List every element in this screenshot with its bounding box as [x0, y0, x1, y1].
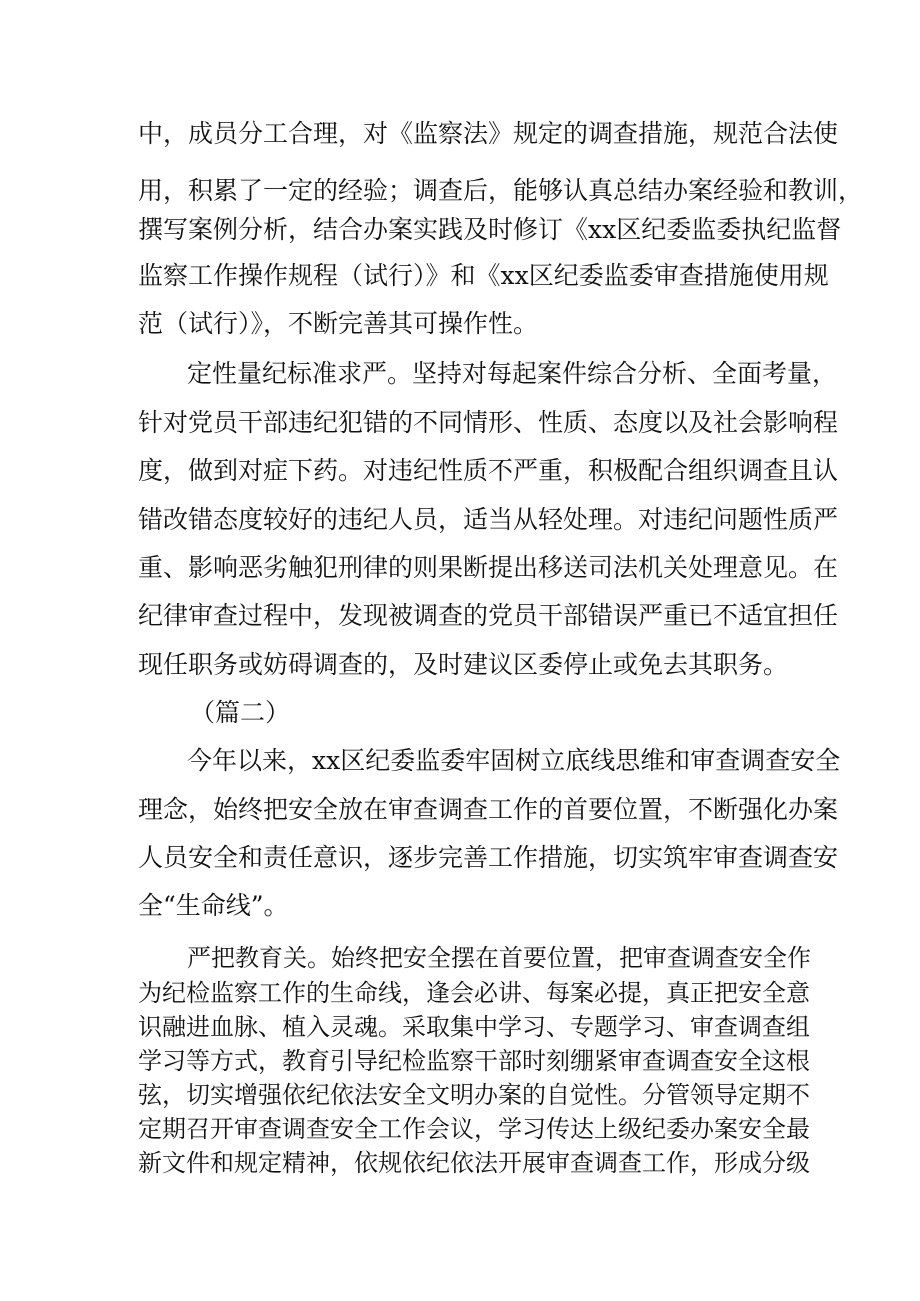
text-line: 为纪检监察工作的生命线，逢会必讲、每案必提，真正把安全意 [138, 979, 810, 1007]
text-line: 弦，切实增强依纪依法安全文明办案的自觉性。分管领导定期不 [138, 1081, 810, 1109]
text-line: 中，成员分工合理，对《监察法》规定的调查措施，规范合法使 [138, 119, 839, 148]
text-line: 定性量纪标准求严。坚持对每起案件综合分析、全面考量， [187, 359, 838, 388]
text-line: 识融进血脉、植入灵魂。采取集中学习、专题学习、审查调查组 [138, 1013, 810, 1041]
text-line: 今年以来，xx区纪委监委牢固树立底线思维和审查调查安全 [187, 746, 841, 775]
text-line: 监察工作操作规程（试行）》和《xx区纪委监委审查措施使用规 [138, 261, 829, 290]
text-line: 现任职务或妨碍调查的，及时建议区委停止或免去其职务。 [138, 650, 789, 679]
text-line: 人员安全和责任意识，逐步完善工作措施，切实筑牢审查调查安 [138, 843, 839, 872]
text-line: 重、影响恶劣触犯刑律的则果断提出移送司法机关处理意见。在 [138, 553, 839, 582]
section-heading: （篇二） [190, 698, 291, 727]
text-line: 错改错态度较好的违纪人员，适当从轻处理。对违纪问题性质严 [138, 505, 839, 534]
text-line: 用，积累了一定的经验；调查后，能够认真总结办案经验和教训， [138, 176, 864, 205]
text-line: 定期召开审查调查安全工作会议，学习传达上级纪委办案安全最 [138, 1115, 810, 1143]
text-line: 全“生命线”。 [138, 891, 289, 920]
text-line: 度，做到对症下药。对违纪性质不严重，积极配合组织调查且认 [138, 456, 839, 485]
text-line: 理念，始终把安全放在审查调查工作的首要位置，不断强化办案 [138, 795, 839, 824]
text-line: 范（试行）》，不断完善其可操作性。 [138, 309, 539, 338]
text-line: 新文件和规定精神，依规依纪依法开展审查调查工作，形成分级 [138, 1149, 810, 1177]
text-line: 纪律审查过程中，发现被调查的党员干部错误严重已不适宜担任 [138, 601, 839, 630]
text-line: 学习等方式，教育引导纪检监察干部时刻绷紧审查调查安全这根 [138, 1047, 810, 1075]
text-line: 撰写案例分析，结合办案实践及时修订《xx区纪委监委执纪监督 [138, 215, 842, 244]
text-line: 严把教育关。始终把安全摆在首要位置，把审查调查安全作 [187, 944, 811, 972]
text-line: 针对党员干部违纪犯错的不同情形、性质、态度以及社会影响程 [138, 408, 839, 437]
